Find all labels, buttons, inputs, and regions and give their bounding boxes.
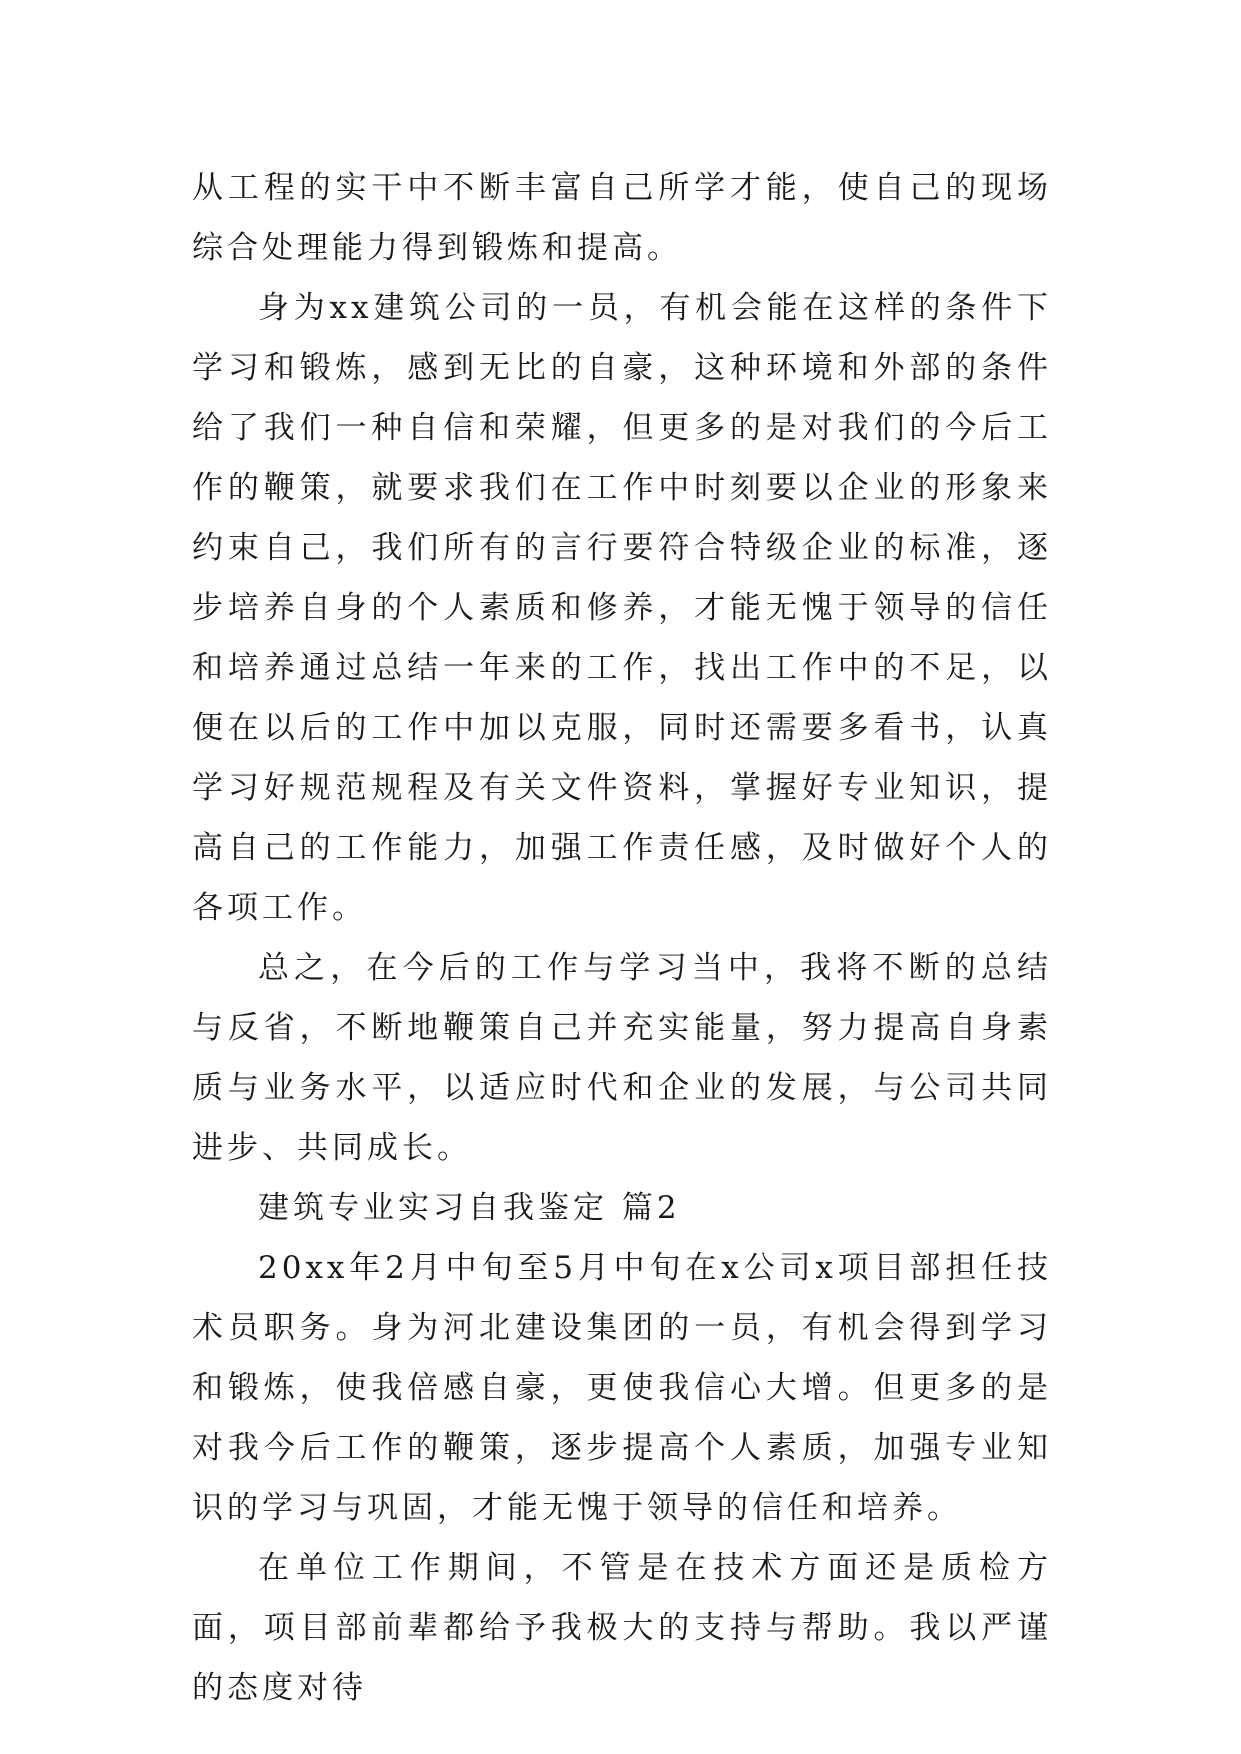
paragraph: 20xx年2月中旬至5月中旬在x公司x项目部担任技术员职务。身为河北建设集团的一员，有机会得到学习和锻炼，使我倍感自豪，更使我信心大增。但更多的是对我今后工作的鞭策，逐步提高个人素质，加强专业知识的学习与巩固，才能无愧于领导的信任和培养。 (192, 1250, 1052, 1526)
paragraph: 总之，在今后的工作与学习当中，我将不断的总结与反省，不断地鞭策自己并充实能量，努力提高自身素质与业务水平，以适应时代和企业的发展，与公司共同进步、共同成长。 (192, 950, 1052, 1166)
section-heading: 建筑专业实习自我鉴定 篇2 (258, 1190, 681, 1226)
paragraph: 从工程的实干中不断丰富自己所学才能，使自己的现场综合处理能力得到锻炼和提高。 (192, 170, 1052, 266)
paragraph: 身为xx建筑公司的一员，有机会能在这样的条件下学习和锻炼，感到无比的自豪，这种环境和外部的条件给了我们一种自信和荣耀，但更多的是对我们的今后工作的鞭策，就要求我们在工作中时刻要以企业的形象来约束自己，我们所有的言行要符合特级企业的标准，逐步培养自身的个人素质和修养，才能无愧于领导的信任和培养通过总结一年来的工作，找出工作中的不足，以便在以后的工作中加以克服，同时还需要多看书，认真学习好规范规程及有关文件资料，掌握好专业知识，提高自己的工作能力，加强工作责任感，及时做好个人的各项工作。 (192, 290, 1052, 926)
document-body (192, 158, 1052, 1718)
paragraph: 在单位工作期间，不管是在技术方面还是质检方面，项目部前辈都给予我极大的支持与帮助。我以严谨的态度对待 (192, 1550, 1052, 1706)
